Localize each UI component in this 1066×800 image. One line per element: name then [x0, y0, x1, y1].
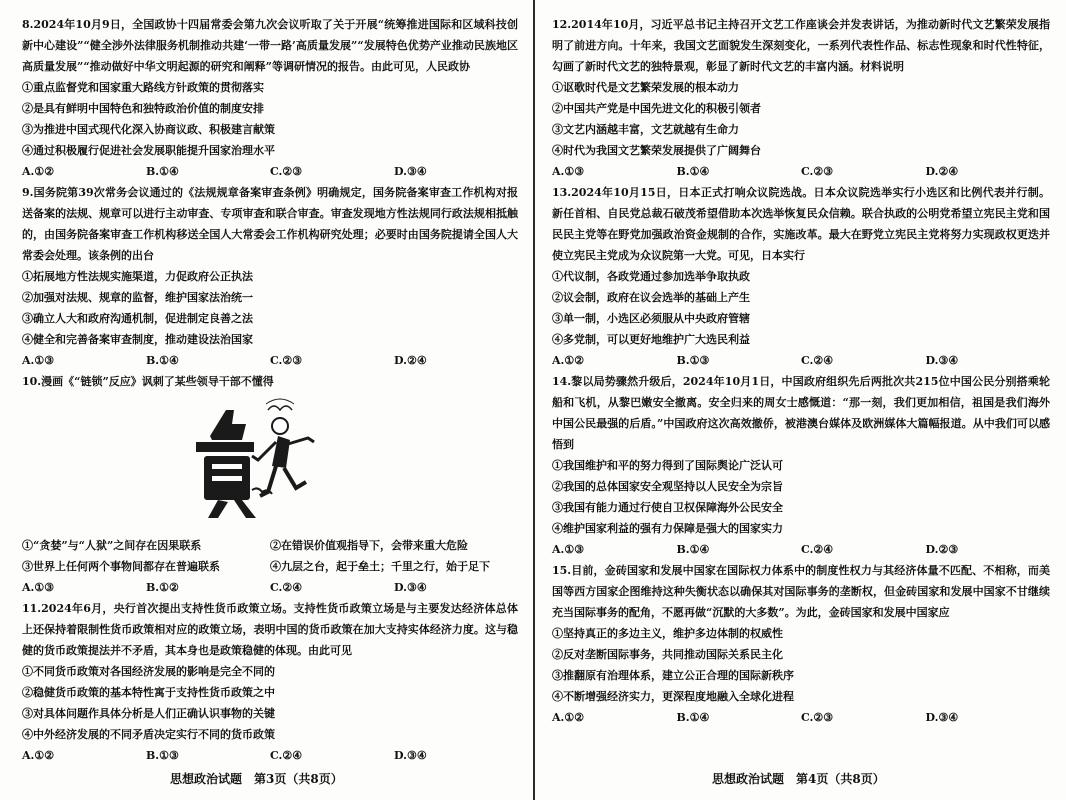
choice-d[interactable]: D.③④ [394, 165, 427, 178]
choice-c[interactable]: C.②③ [801, 711, 834, 724]
statement-1: ①重点监督党和国家重大路线方针政策的贯彻落实 [22, 81, 264, 94]
choice-c[interactable]: C.②③ [270, 354, 303, 367]
answer-choices [22, 577, 518, 598]
answer-choices [22, 350, 518, 371]
statement-1: ①讴歌时代是文艺繁荣发展的根本动力 [552, 81, 739, 94]
statement-3: ③确立人大和政府沟通机制，促进制定良善之法 [22, 312, 253, 325]
statement-1: ①坚持真正的多边主义，维护多边体制的权威性 [552, 627, 783, 640]
choice-c[interactable]: C.②④ [270, 749, 303, 762]
statement-3: ③我国有能力通过行使自卫权保障海外公民安全 [552, 501, 783, 514]
statement-3: ③文艺内涵越丰富，文艺就越有生命力 [552, 123, 739, 136]
right-column [552, 14, 1050, 728]
answer-choices [552, 707, 1050, 728]
choice-d[interactable]: D.②③ [925, 543, 959, 556]
statement-3: ③世界上任何两个事物间都存在普遍联系 [22, 560, 220, 573]
question-stem: 8.2024年10月9日，全国政协十四届常委会第九次会议听取了关于开展“统筹推进国际和区域科技创新中心建设”“健全涉外法律服务机制推动共建‘一带一路’高质量发展”“发展特色优势产业推动民族地区高质量发展”“推动做好中华文明起源的研究和阐释”等调研情况的报告。由此可见，人民政协 [22, 18, 518, 73]
choice-d[interactable]: D.②④ [925, 165, 959, 178]
choice-a[interactable]: A.①③ [22, 581, 55, 594]
statement-4: ④维护国家利益的强有力保障是强大的国家实力 [552, 522, 783, 535]
question-stem: 14.黎以局势骤然升级后，2024年10月1日，中国政府组织先后两批次共215位中国公民分别搭乘轮船和飞机，从黎巴嫩安全撤离。安全归来的周女士感慨道：“那一刻，我们更加相信，祖国是我们海外中国公民最强的后盾。”中国政府这次高效撤侨，被港澳台媒体及欧洲媒体大篇幅报道。从中我们可以感悟到 [552, 375, 1050, 451]
question-11 [22, 598, 518, 766]
question-8 [22, 14, 518, 182]
choice-a[interactable]: A.①② [552, 354, 585, 367]
statement-1: ①拓展地方性法规实施渠道，力促政府公正执法 [22, 270, 253, 283]
question-stem: 9.国务院第39次常务会议通过的《法规规章备案审查条例》明确规定，国务院备案审查工作机构对报送备案的法规、规章可以进行主动审查、专项审查和联合审查。审查发现地方性法规同行政法规相抵触的，由国务院备案审查工作机构移送全国人大常委会工作机构研究处理；必要时由国务院提请全国人大常委会处理。该条例的出台 [22, 186, 518, 262]
question-stem: 12.2014年10月，习近平总书记主持召开文艺工作座谈会并发表讲话，为推动新时代文艺繁荣发展指明了前进方向。十年来，我国文艺面貌发生深刻变化，一系列代表性作品、标志性现象和时代性特征，勾画了新时代文艺的独特景观，彰显了新时代文艺的丰富内涵。材料说明 [552, 18, 1050, 73]
statement-4: ④九层之台，起于垒土；千里之行，始于足下 [270, 560, 490, 573]
statement-2: ②是具有鲜明中国特色和独特政治价值的制度安排 [22, 102, 264, 115]
choice-d[interactable]: D.③④ [394, 581, 427, 594]
statement-2: ②中国共产党是中国先进文化的积极引领者 [552, 102, 761, 115]
choice-a[interactable]: A.①② [22, 749, 55, 762]
choice-c[interactable]: C.②③ [801, 165, 834, 178]
answer-choices [22, 745, 518, 766]
statement-2: ②我国的总体国家安全观坚持以人民安全为宗旨 [552, 480, 783, 493]
statement-row [22, 556, 518, 577]
question-14 [552, 371, 1050, 560]
statement-1: ①我国维护和平的努力得到了国际舆论广泛认可 [552, 459, 783, 472]
statement-4: ④不断增强经济实力，更深程度地融入全球化进程 [552, 690, 794, 703]
question-stem: 11.2024年6月，央行首次提出支持性货币政策立场。支持性货币政策立场是与主要发达经济体总体上还保持着限制性货币政策相对应的政策立场，表明中国的货币政策在加大支持实体经济力度。这与稳健的货币政策提法并不矛盾，其本身也是政策稳健的体现。由此可见 [22, 602, 518, 657]
choice-b[interactable]: B.①④ [676, 165, 710, 178]
choice-c[interactable]: C.②④ [801, 543, 834, 556]
choice-d[interactable]: D.③④ [925, 354, 959, 367]
choice-b[interactable]: B.①④ [676, 711, 710, 724]
statement-3: ③对具体问题作具体分析是人们正确认识事物的关键 [22, 707, 275, 720]
statement-1: ①代议制，各政党通过参加选举争取执政 [552, 270, 750, 283]
statement-3: ③推翻原有治理体系，建立公正合理的国际新秩序 [552, 669, 794, 682]
choice-a[interactable]: A.①③ [552, 543, 585, 556]
statement-4: ④中外经济发展的不同矛盾决定实行不同的货币政策 [22, 728, 275, 741]
statement-2: ②加强对法规、规章的监督，维护国家法治统一 [22, 291, 253, 304]
choice-b[interactable]: B.①④ [676, 543, 710, 556]
question-13 [552, 182, 1050, 371]
statement-2: ②在错误价值观指导下，会带来重大危险 [270, 539, 468, 552]
choice-d[interactable]: D.②④ [394, 354, 427, 367]
left-column [22, 14, 518, 766]
choice-c[interactable]: C.②④ [270, 581, 303, 594]
choice-c[interactable]: C.②③ [270, 165, 303, 178]
choice-a[interactable]: A.①③ [552, 165, 585, 178]
column-divider [533, 0, 535, 800]
statement-3: ③为推进中国式现代化深入协商议政、积极建言献策 [22, 123, 275, 136]
chain-reaction-cartoon [182, 396, 322, 524]
statement-1: ①“贪婪”与“人狱”之间存在因果联系 [22, 539, 202, 552]
statement-3: ③单一制，小选区必须服从中央政府管辖 [552, 312, 750, 325]
choice-b[interactable]: B.①③ [146, 749, 179, 762]
answer-choices [552, 350, 1050, 371]
choice-c[interactable]: C.②④ [801, 354, 834, 367]
choice-d[interactable]: D.③④ [394, 749, 427, 762]
statement-4: ④通过积极履行促进社会发展职能提升国家治理水平 [22, 144, 275, 157]
question-stem: 15.目前，金砖国家和发展中国家在国际权力体系中的制度性权力与其经济体量不匹配、不相称，而美国等西方国家企图维持这种失衡状态以确保其对国际事务的垄断权，但金砖国家和发展中国家不甘继续充当国际事务的配角，不愿再做“沉默的大多数”。为此，金砖国家和发展中国家应 [552, 564, 1050, 619]
question-stem: 10.漫画《“链锁”反应》讽刺了某些领导干部不懂得 [22, 375, 274, 388]
answer-choices [552, 161, 1050, 182]
answer-choices [22, 161, 518, 182]
choice-b[interactable]: B.①③ [676, 354, 710, 367]
choice-b[interactable]: B.①④ [146, 354, 179, 367]
statement-4: ④多党制，可以更好地维护广大选民利益 [552, 333, 750, 346]
question-9 [22, 182, 518, 371]
choice-a[interactable]: A.①② [552, 711, 585, 724]
choice-a[interactable]: A.①② [22, 165, 55, 178]
choice-d[interactable]: D.③④ [925, 711, 959, 724]
statement-4: ④时代为我国文艺繁荣发展提供了广阔舞台 [552, 144, 761, 157]
statement-1: ①不同货币政策对各国经济发展的影响是完全不同的 [22, 665, 275, 678]
page-footer-right: 思想政治试题 第4页（共8页） [712, 772, 885, 786]
question-stem: 13.2024年10月15日，日本正式打响众议院选战。日本众议院选举实行小选区和比例代表并行制。新任首相、自民党总裁石破茂希望借助本次选举恢复民众信赖。联合执政的公明党希望立宪民主党和国民民主党等在野党加强政治资金规制的合作，实施改革。最大在野党立宪民主党将努力实现政权更迭并使立宪民主党成为众议院第一大党。可见，日本实行 [552, 186, 1050, 262]
question-15 [552, 560, 1050, 728]
choice-b[interactable]: B.①② [146, 581, 179, 594]
statement-2: ②反对垄断国际事务，共同推动国际关系民主化 [552, 648, 783, 661]
choice-b[interactable]: B.①④ [146, 165, 179, 178]
question-10 [22, 371, 518, 598]
answer-choices [552, 539, 1050, 560]
statement-4: ④健全和完善备案审查制度，推动建设法治国家 [22, 333, 253, 346]
choice-a[interactable]: A.①③ [22, 354, 55, 367]
statement-2: ②稳健货币政策的基本特性寓于支持性货币政策之中 [22, 686, 275, 699]
question-12 [552, 14, 1050, 182]
page-footer-left: 思想政治试题 第3页（共8页） [170, 772, 343, 786]
statement-2: ②议会制，政府在议会选举的基础上产生 [552, 291, 750, 304]
statement-row [22, 535, 518, 556]
